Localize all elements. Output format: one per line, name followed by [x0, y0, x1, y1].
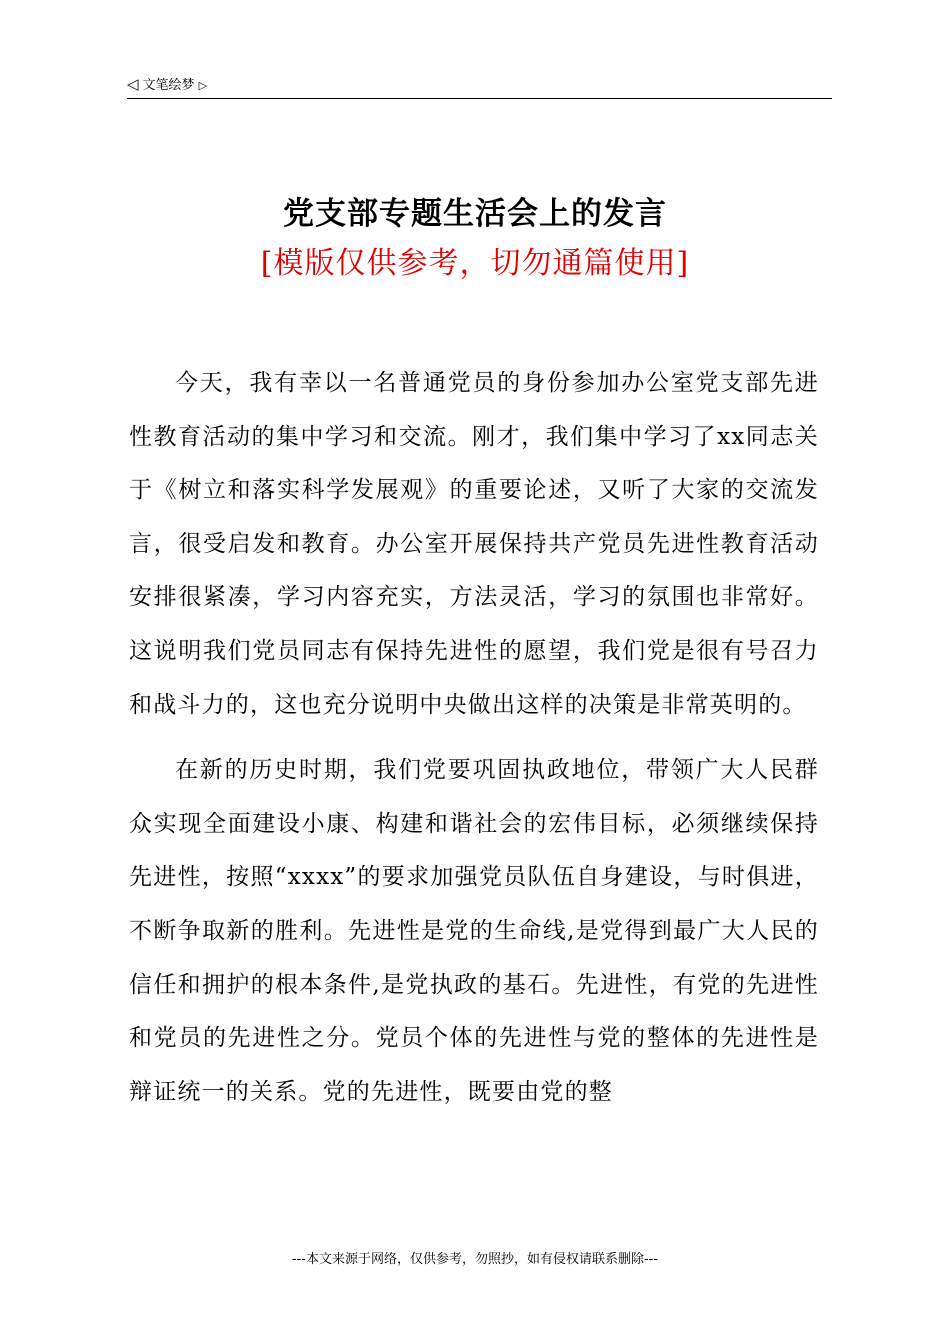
footer-notice: ---本文来源于网络，仅供参考，勿照抄，如有侵权请联系删除--- [291, 1252, 659, 1267]
document-subtitle: [模版仅供参考，切勿通篇使用] [260, 246, 690, 281]
document-title: 党支部专题生活会上的发言 [283, 196, 667, 232]
brand [127, 74, 207, 93]
paragraph: 今天，我有幸以一名普通党员的身份参加办公室党支部先进性教育活动的集中学习和交流。刚才，我们集中学习了xx同志关于《树立和落实科学发展观》的重要论述，又听了大家的交流发言，很受启发和教育。办公室开展保持共产党员先进性教育活动安排很紧凑，学习内容充实，方法灵活，学习的氛围也非常好。这说明我们党员同志有保持先进性的愿望，我们党是很有号召力和战斗力的，这也充分说明中央做出这样的决策是非常英明的。 [129, 370, 819, 718]
brand-text: 文笔绘梦 [142, 78, 195, 93]
page-header [127, 72, 832, 99]
document-body [129, 357, 819, 1119]
triangle-right-icon: ▷ [198, 79, 208, 92]
paragraph: 在新的历史时期，我们党要巩固执政地位，带领广大人民群众实现全面建设小康、构建和谐社会的宏伟目标，必须继续保持先进性，按照“xxxx”的要求加强党员队伍自身建设，与时俱进，不断争取新的胜利。先进性是党的生命线,是党得到最广大人民的信任和拥护的根本条件,是党执政的基石。先进性，有党的先进性和党员的先进性之分。党员个体的先进性与党的整体的先进性是辩证统一的关系。党的先进性，既要由党的整 [129, 757, 819, 1105]
triangle-left-icon: ◁ [127, 75, 139, 93]
